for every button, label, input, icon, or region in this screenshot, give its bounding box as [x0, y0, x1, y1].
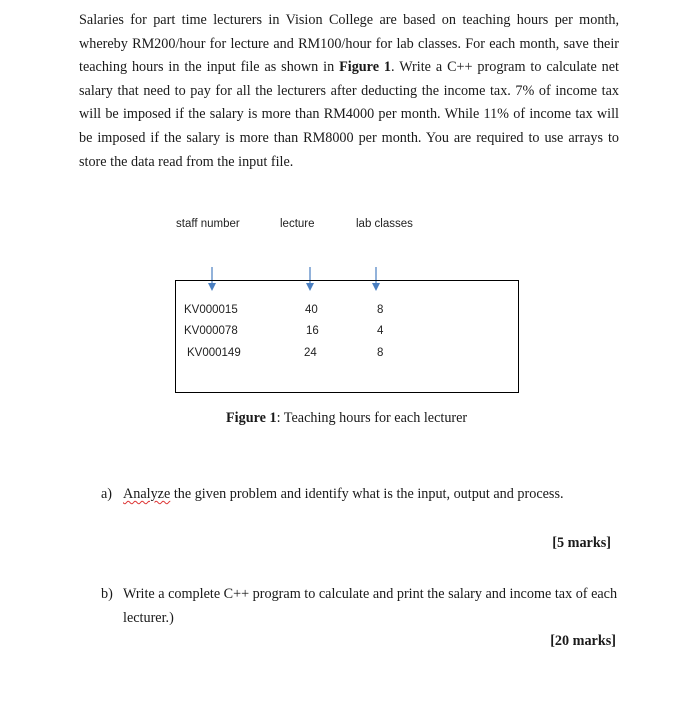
question-b: [101, 583, 617, 630]
row3-staff-number: KV000149: [187, 347, 241, 359]
header-staff-number: staff number: [176, 218, 240, 230]
row2-lab: 4: [377, 325, 384, 337]
row2-staff-number: KV000078: [184, 325, 238, 337]
question-b-label: b): [101, 586, 113, 602]
question-a-text: the given problem and identify what is the input, output and process.: [170, 486, 564, 502]
problem-statement: [79, 9, 619, 174]
question-a-marks: [5 marks]: [552, 535, 611, 551]
problem-text-part1: Salaries for part time lecturers in Vision College are based on teaching hours per month, whereby RM200/hour for lecture and RM100/hour for lab classes. For each month, save their teaching hours in the input file as shown in: [79, 12, 619, 76]
row3-lecture: 24: [304, 347, 317, 359]
misspelled-word: Analyze: [123, 486, 171, 502]
row1-lecture: 40: [305, 304, 318, 316]
figure-caption: [226, 410, 467, 427]
question-a: [101, 483, 564, 507]
row2-lecture: 16: [306, 325, 319, 337]
row1-staff-number: KV000015: [184, 304, 238, 316]
problem-text-part2: . Write a C++ program to calculate net salary that need to pay for all the lecturers after deducting the income tax. 7% of income tax will be imposed if the salary is more than RM4000 per month. While 11% of income tax will be imposed if the salary is more than RM8000 per month. You are required to use arrays to store the data read from the input file.: [79, 59, 619, 170]
row3-lab: 8: [377, 347, 384, 359]
question-b-line2: lecturer.): [123, 609, 174, 626]
header-lab-classes: lab classes: [356, 218, 413, 230]
figure-reference: Figure 1: [339, 59, 392, 76]
input-file-box: [175, 280, 519, 393]
question-b-line1: Write a complete C++ program to calculate and print the salary and income tax of each: [123, 586, 618, 602]
header-lecture: lecture: [280, 218, 315, 230]
question-a-label: a): [101, 486, 113, 502]
caption-text: : Teaching hours for each lecturer: [276, 410, 468, 426]
caption-label: Figure 1: [226, 410, 277, 426]
question-b-marks: [20 marks]: [550, 633, 616, 649]
row1-lab: 8: [377, 304, 384, 316]
